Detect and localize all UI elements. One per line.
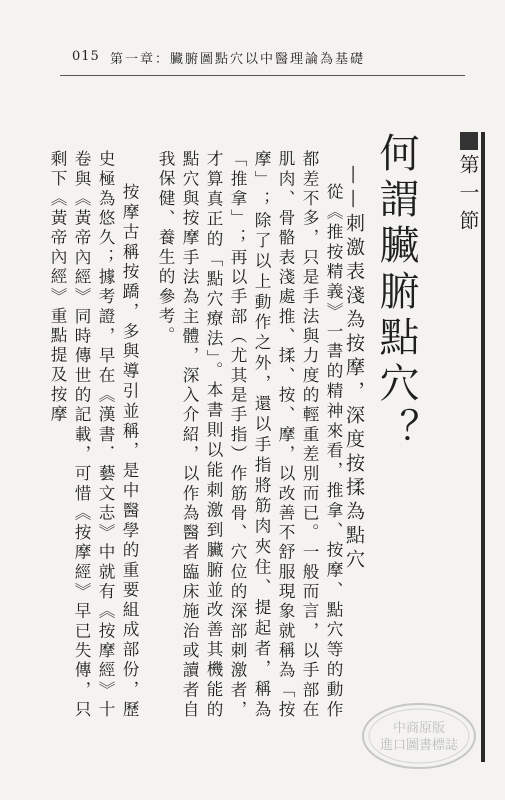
header-rule <box>60 75 465 76</box>
paragraph-1: 從《推按精義》一書的精神來看，推拿、按摩、點穴等的動作都差不多，只是手法與力度的輕重差別而已。一般而言，以手部在肌肉、骨骼表淺處推、揉、按、摩，以改善不舒服現象就稱為「按摩」；除了以上動作之外，還以手指將筋肉夾住、提起者，稱為「推拿」；再以手部（尤其是手指）作筋骨、穴位的深部刺激者，才算真正的「點穴療法」。本書則以能刺激到臟腑並改善其機能的點穴與按摩手法為主體，深入介紹，以作為醫者臨床施治或讀者自我保健、養生的參考。 <box>156 150 343 720</box>
paragraph-2: 按摩古稱按蹻，多與導引並稱，是中醫學的重要組成部份，歷史極為悠久；據考證，早在《漢書．藝文志》中就有《按摩經》十卷與《黃帝內經》同時傳世的記載，可惜《按摩經》早已失傳，只剩下《黃帝內經》重點提及按摩 <box>48 150 139 720</box>
chapter-title: 第一章：臟腑圖點穴以中醫理論為基礎 <box>110 52 366 67</box>
section-label-text: 第一節 <box>456 154 480 238</box>
running-header <box>60 48 480 70</box>
section-label <box>454 132 483 238</box>
page-number: 015 <box>72 49 100 64</box>
page-title: 何謂臟腑點穴？ <box>373 132 419 454</box>
section-marker-icon <box>460 132 478 150</box>
watermark-line-1: 中商原版 <box>392 721 446 736</box>
watermark-line-2: 進口圖書標誌 <box>379 738 459 753</box>
body-text <box>15 150 345 720</box>
page-subtitle: ——刺激表淺為按摩，深度按揉為點穴 <box>343 165 365 573</box>
watermark-stamp <box>360 700 478 772</box>
